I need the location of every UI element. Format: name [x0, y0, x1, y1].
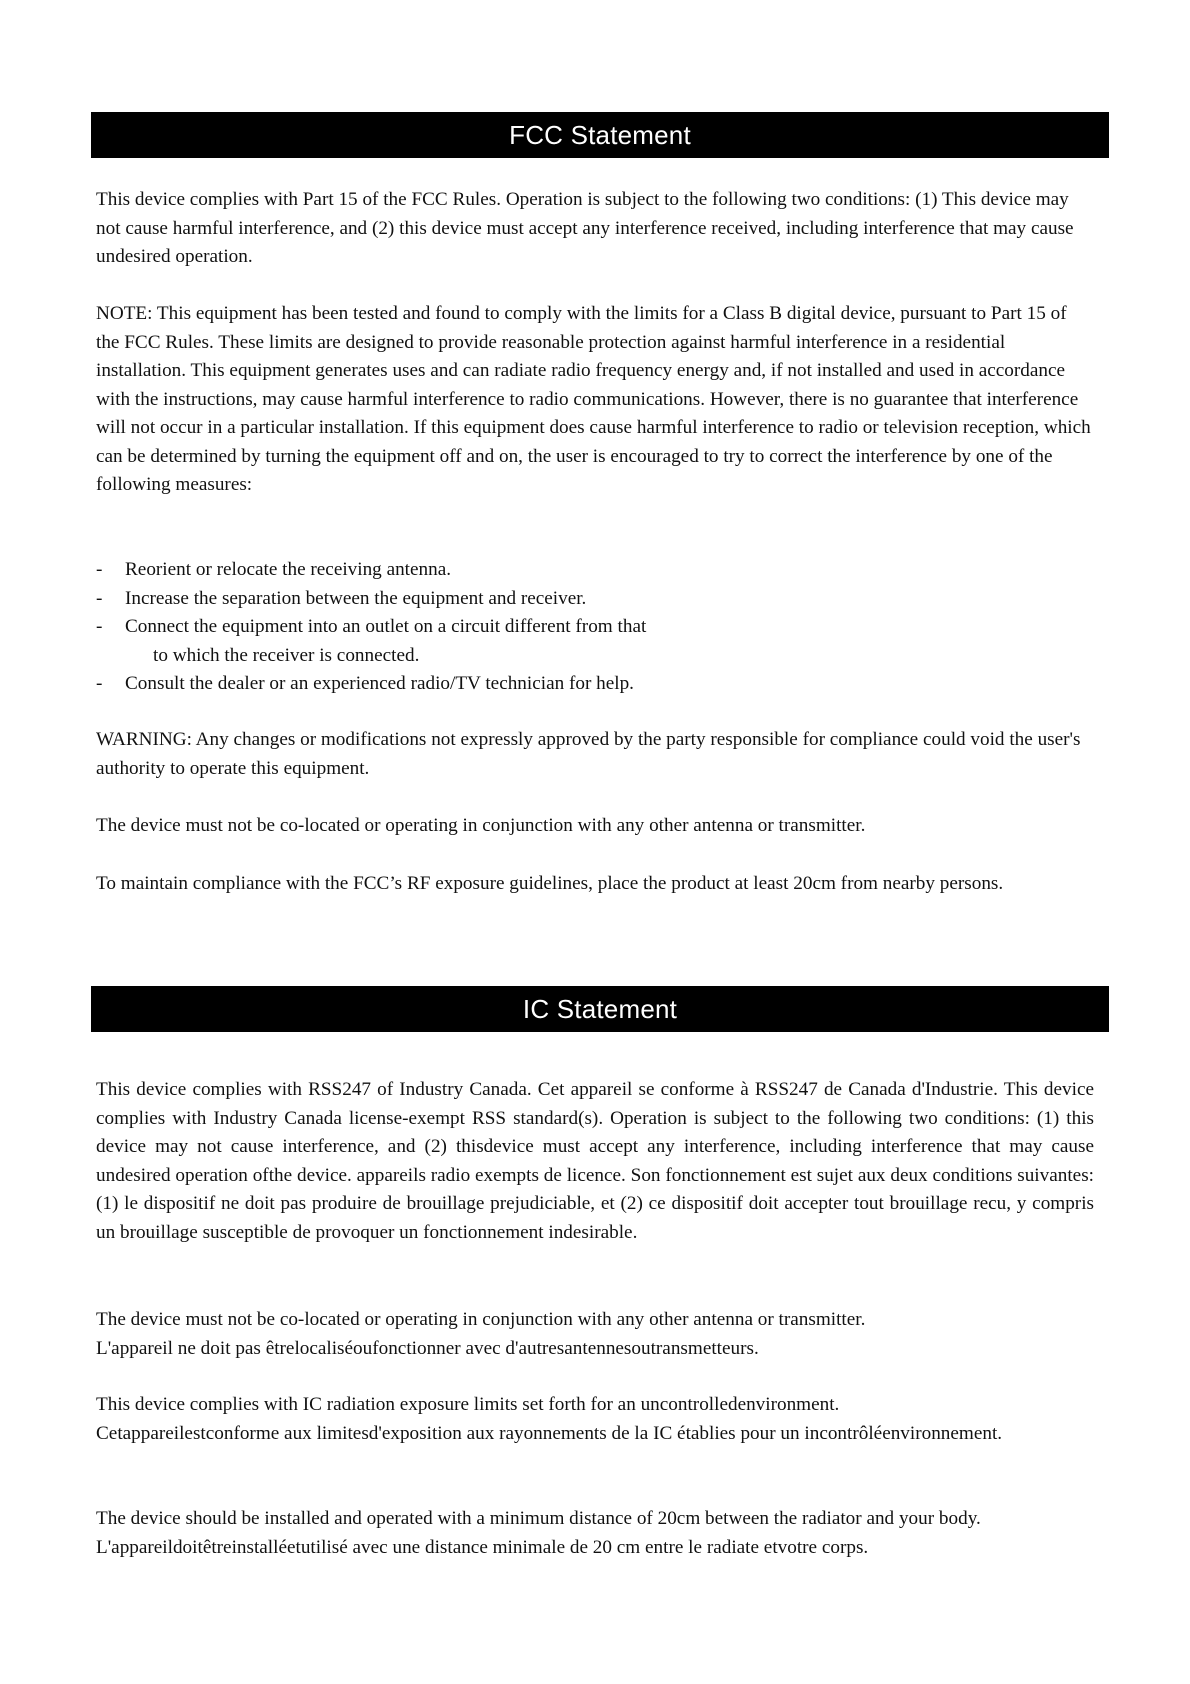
ic-compliance-paragraph — [96, 1076, 1094, 1247]
list-item-text: Consult the dealer or an experienced radio/TV technician for help. — [125, 673, 634, 694]
list-item-text: Reorient or relocate the receiving antenna. — [125, 559, 452, 580]
fcc-statement-heading: FCC Statement — [91, 112, 1109, 158]
ic-exposure-text-fr: Cetappareilestconforme aux limitesd'exposition aux rayonnements de la IC établies pour un incontrôléenvironnement. — [96, 1422, 1003, 1444]
ic-install-text-fr: L'appareildoitêtreinstalléetutilisé avec une distance minimale de 20 cm entre le radiate etvotre corps. — [96, 1536, 869, 1558]
ic-colocated-text-fr: L'appareil ne doit pas êtrelocaliséoufonctionner avec d'autresantennesoutransmetteurs. — [96, 1337, 759, 1359]
fcc-note-paragraph — [96, 300, 1094, 500]
list-dash: - — [96, 559, 103, 580]
ic-install-paragraph — [96, 1505, 1094, 1562]
fcc-colocated-text: The device must not be co-located or operating in conjunction with any other antenna or transmitter. — [96, 815, 866, 836]
list-dash: - — [96, 673, 103, 694]
list-item-continuation: to which the receiver is connected. — [153, 644, 420, 666]
ic-exposure-paragraph — [96, 1391, 1094, 1448]
fcc-colocated-paragraph — [96, 812, 1094, 841]
list-item — [96, 613, 1094, 670]
fcc-warning-text: WARNING: Any changes or modifications not expressly approved by the party responsible for compliance could void the user's authority to operate this equipment. — [96, 729, 1081, 779]
list-item-text: Connect the equipment into an outlet on a circuit different from that — [125, 616, 647, 637]
fcc-note-text: NOTE: This equipment has been tested and found to comply with the limits for a Class B digital device, pursuant to Part 15 of the FCC Rules. These limits are designed to provide reasonable protection against harmful interference in a residential installation. This equipment generates uses and can radiate radio frequency energy and, if not installed and used in accordance with the instructions, may cause harmful interference to radio communications. However, there is no guarantee that interference will not occur in a particular installation. If this equipment does cause harmful interference to radio or television reception, which can be determined by turning the equipment off and on, the user is encouraged to try to correct the interference by one of the following measures: — [96, 303, 1091, 495]
ic-statement-heading: IC Statement — [91, 986, 1109, 1032]
ic-colocated-text-en: The device must not be co-located or operating in conjunction with any other antenna or transmitter. — [96, 1309, 866, 1330]
fcc-rf-exposure-text: To maintain compliance with the FCC’s RF exposure guidelines, place the product at least 20cm from nearby persons. — [96, 873, 1004, 894]
list-dash: - — [96, 616, 103, 637]
list-item-text: Increase the separation between the equipment and receiver. — [125, 587, 587, 609]
fcc-compliance-paragraph — [96, 186, 1094, 272]
fcc-measures-list — [96, 556, 1094, 699]
fcc-warning-paragraph — [96, 726, 1094, 783]
list-item — [96, 556, 1094, 585]
ic-colocated-paragraph — [96, 1306, 1094, 1363]
fcc-compliance-text: This device complies with Part 15 of the FCC Rules. Operation is subject to the following two conditions: (1) This device may not cause harmful interference, and (2) this device must accept any interference received, including interference that may cause undesired operation. — [96, 189, 1074, 267]
fcc-rf-exposure-paragraph — [96, 870, 1094, 899]
list-item — [96, 585, 1094, 614]
ic-install-text-en: The device should be installed and operated with a minimum distance of 20cm between the radiator and your body. — [96, 1508, 981, 1529]
list-dash: - — [96, 587, 103, 609]
ic-compliance-text: This device complies with RSS247 of Industry Canada. Cet appareil se conforme à RSS247 de Canada d'Industrie. This device complies with Industry Canada license-exempt RSS standard(s). Operation is subject to the following two conditions: (1) this device may not cause interference, and (2) thisdevice must accept any interference, including interference that may cause undesired operation ofthe device. appareils radio exempts de licence. Son fonctionnement est sujet aux deux conditions suivantes: (1) le dispositif ne doit pas produire de brouillage prejudiciable, et (2) ce dispositif doit accepter tout brouillage recu, y compris un brouillage susceptible de provoquer un fonctionnement indesirable. — [96, 1079, 1094, 1243]
ic-exposure-text-en: This device complies with IC radiation exposure limits set forth for an uncontrolledenvironment. — [96, 1394, 840, 1415]
list-item — [96, 670, 1094, 699]
